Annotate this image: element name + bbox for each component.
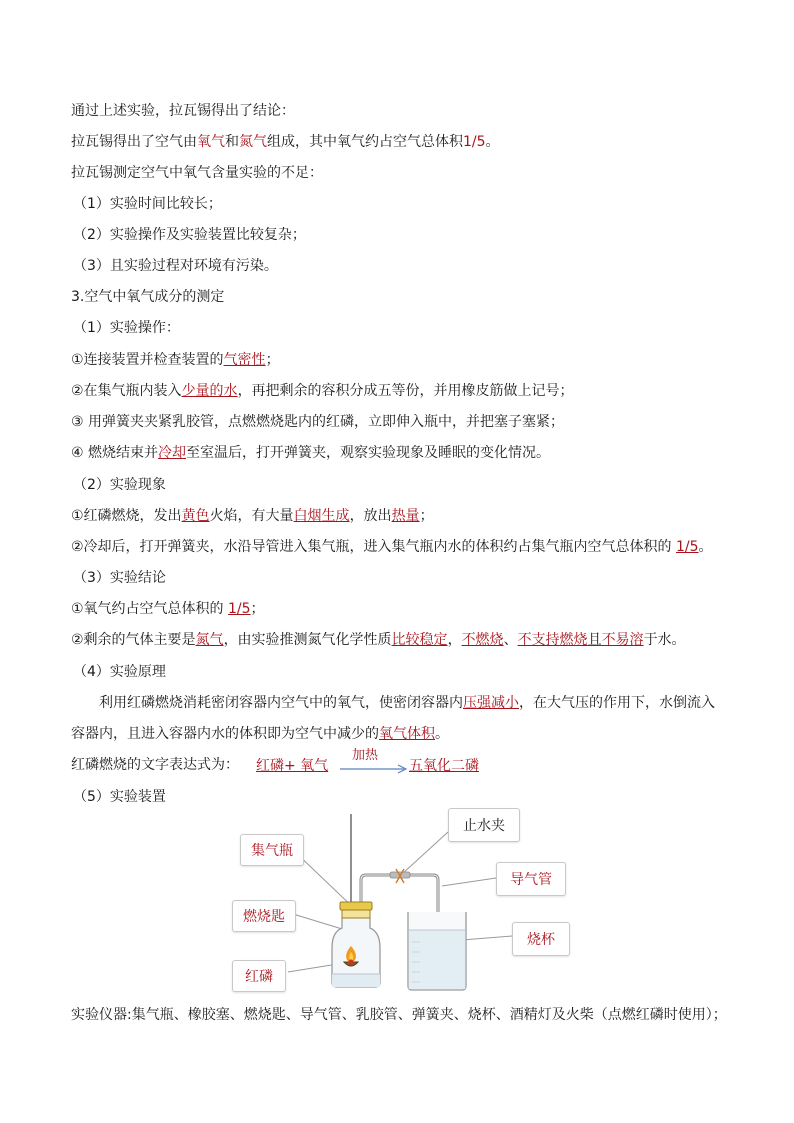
text: ，在大气压的作用下，水倒流入 bbox=[519, 695, 715, 711]
answer-pressure-decrease: 压强减小 bbox=[463, 695, 519, 711]
answer-no-combustion: 不支持燃烧 bbox=[517, 632, 588, 648]
text: ， bbox=[447, 632, 462, 648]
subheading-principle: （4）实验原理 bbox=[73, 664, 166, 680]
stopper-bottom bbox=[342, 910, 370, 918]
text: 容器内，且进入容器内水的体积即为空气中减少的 bbox=[71, 726, 379, 742]
line-conclusion-intro: 通过上述实验，拉瓦锡得出了结论： bbox=[71, 103, 295, 119]
beaker-water bbox=[409, 930, 466, 989]
answer-white-smoke: 白烟生成 bbox=[293, 508, 350, 524]
answer-insoluble: 不易溶 bbox=[601, 632, 644, 648]
answer-oxygen-volume: 氧气体积 bbox=[379, 726, 435, 742]
subheading-apparatus: （5）实验装置 bbox=[73, 789, 166, 805]
leader-beaker bbox=[462, 936, 512, 940]
line-principle-2 bbox=[71, 724, 449, 744]
answer-fraction: 1/5 bbox=[228, 601, 251, 617]
answer-stable: 比较稳定 bbox=[391, 632, 448, 648]
text: ①氧气约占空气总体积的 bbox=[71, 601, 229, 617]
label-bottle: 集气瓶 bbox=[240, 834, 304, 866]
line-shortcomings: 拉瓦锡测定空气中氧气含量实验的不足： bbox=[71, 165, 323, 181]
line-lavoisier-conclusion bbox=[71, 132, 500, 152]
subheading-operation: （1）实验操作： bbox=[73, 320, 180, 336]
text: 且 bbox=[587, 632, 602, 648]
line-principle-1 bbox=[99, 693, 715, 713]
text: 拉瓦锡得出了空气由 bbox=[71, 134, 197, 150]
text: 利用红磷燃烧消耗密闭容器内空气中的氧气，使密闭容器内 bbox=[99, 695, 463, 711]
text: 至室温后，打开弹簧夹，观察实验现象及睡眠的变化情况。 bbox=[186, 445, 551, 461]
label-clamp: 止水夹 bbox=[448, 808, 520, 842]
text: ②剩余的气体主要是 bbox=[71, 632, 196, 648]
line-step-3: ③ 用弹簧夹夹紧乳胶管，点燃燃烧匙内的红磷，立即伸入瓶中，并把塞子塞紧； bbox=[71, 414, 564, 430]
answer-nonflammable: 不燃烧 bbox=[461, 632, 504, 648]
text: 火焰，有大量 bbox=[209, 508, 294, 524]
text: ①红磷燃烧，发出 bbox=[71, 508, 182, 524]
line-instruments: 实验仪器:集气瓶、橡胶塞、燃烧匙、导气管、乳胶管、弹簧夹、烧杯、酒精灯及火柴（点燃红磷时使用）； bbox=[71, 1007, 727, 1023]
line-step-4 bbox=[71, 443, 550, 463]
answer-airtightness: 气密性 bbox=[223, 352, 266, 368]
answer-nitrogen: 氮气 bbox=[239, 134, 267, 150]
text: ，放出 bbox=[349, 508, 392, 524]
subheading-conclusion: （3）实验结论 bbox=[73, 570, 166, 586]
line-shortcoming-3: （3）且实验过程对环境有污染。 bbox=[73, 258, 278, 274]
answer-yellow: 黄色 bbox=[181, 508, 210, 524]
line-phenomenon-2 bbox=[71, 537, 713, 557]
answer-oxygen: 氧气 bbox=[197, 134, 225, 150]
line-conclusion-2 bbox=[71, 630, 686, 650]
text: 和 bbox=[225, 134, 239, 150]
text: ； bbox=[265, 352, 280, 368]
answer-cool: 冷却 bbox=[158, 445, 187, 461]
label-phosphorus: 红磷 bbox=[232, 960, 286, 992]
answer-little-water: 少量的水 bbox=[181, 383, 238, 399]
text: ②冷却后，打开弹簧夹，水沿导管进入集气瓶，进入集气瓶内水的体积约占集气瓶内空气总体积的 bbox=[71, 539, 676, 555]
reaction-arrow-icon bbox=[338, 764, 410, 774]
text: ，再把剩余的容积分成五等份，并用橡皮筋做上记号； bbox=[237, 383, 574, 399]
subheading-phenomenon: （2）实验现象 bbox=[73, 477, 166, 493]
answer-heat: 热量 bbox=[391, 508, 420, 524]
line-shortcoming-1: （1）实验时间比较长； bbox=[73, 196, 222, 212]
leader-clamp bbox=[402, 832, 448, 874]
line-step-2 bbox=[71, 381, 574, 401]
answer-fraction: 1/5 bbox=[463, 134, 486, 150]
line-shortcoming-2: （2）实验操作及实验装置比较复杂； bbox=[73, 227, 306, 243]
text: ①连接装置并检查装置的 bbox=[71, 352, 224, 368]
text: ④ 燃烧结束并 bbox=[71, 445, 159, 461]
text: 。 bbox=[435, 726, 449, 742]
label-spoon: 燃烧匙 bbox=[232, 900, 296, 932]
line-conclusion-1 bbox=[71, 599, 265, 619]
phosphorus-dot bbox=[349, 960, 354, 965]
text: 红磷燃烧的文字表达式为： bbox=[71, 757, 239, 773]
stopper-top bbox=[340, 902, 372, 910]
line-phenomenon-1 bbox=[71, 506, 434, 526]
answer-nitrogen: 氮气 bbox=[195, 632, 224, 648]
line-word-equation bbox=[71, 755, 239, 775]
apparatus-diagram bbox=[230, 802, 590, 997]
text: ； bbox=[250, 601, 265, 617]
leader-tube bbox=[442, 878, 496, 886]
equation-condition: 加热 bbox=[352, 748, 379, 763]
section-heading-3: 3.空气中氧气成分的测定 bbox=[71, 289, 225, 305]
line-step-1 bbox=[71, 350, 280, 370]
answer-fraction: 1/5 bbox=[676, 539, 699, 555]
equation-product: 五氧化二磷 bbox=[409, 758, 479, 774]
equation-reactants: 红磷+ 氧气 bbox=[256, 758, 329, 774]
text: ，由实验推测氮气化学性质 bbox=[223, 632, 392, 648]
text: 、 bbox=[503, 632, 518, 648]
text: ②在集气瓶内装入 bbox=[71, 383, 182, 399]
text: 。 bbox=[485, 134, 500, 150]
bottle-water bbox=[332, 974, 380, 987]
text: ； bbox=[419, 508, 434, 524]
text: 组成，其中氧气约占空气总体积 bbox=[267, 134, 463, 150]
label-tube: 导气管 bbox=[496, 862, 566, 896]
text: 于水。 bbox=[643, 632, 686, 648]
text: 。 bbox=[698, 539, 713, 555]
label-beaker: 烧杯 bbox=[512, 922, 570, 956]
